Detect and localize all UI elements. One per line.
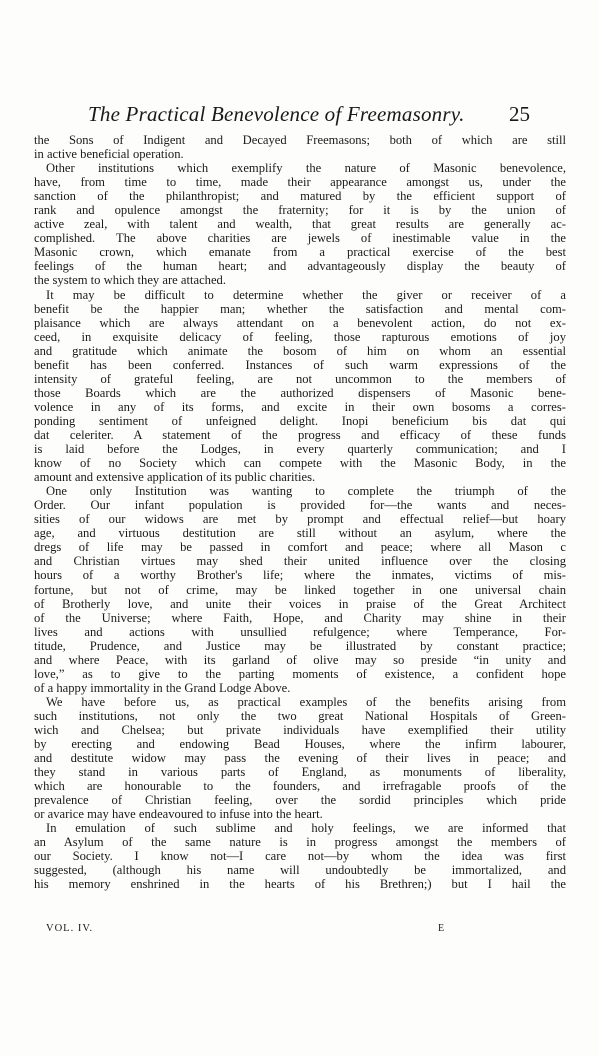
- text-line: have, from time to time, made their appearance amongst us, under the: [34, 175, 566, 190]
- text-line: know of no Society which can compete with the Masonic Body, in the: [34, 456, 566, 471]
- text-line: the Sons of Indigent and Decayed Freemasons; both of which are still: [34, 133, 566, 147]
- text-line: hours of a worthy Brother's life; where the inmates, victims of mis-: [34, 568, 566, 583]
- text-line: One only Institution was wanting to complete the triumph of the: [46, 484, 566, 499]
- text-line: fortune, but not of crime, may be linked together in one universal chain: [34, 582, 566, 597]
- body-text: [34, 133, 566, 892]
- text-line: is laid before the Lodges, in every quarterly communication; and I: [34, 442, 566, 457]
- text-line: age, and virtuous destitution are still without an asylum, where the: [34, 526, 566, 541]
- text-line: lives and actions with unsullied refulgence; where Temperance, For-: [34, 624, 566, 639]
- text-line: and destitute widow may pass the evening of their lives in peace; and: [34, 751, 566, 766]
- text-line: volence in any of its forms, and excite in their own bosoms a corres-: [34, 399, 566, 414]
- text-line: dregs of life may be passed in comfort and peace; where all Mason c: [34, 540, 566, 555]
- text-line: love,” as to give to the parting moments of existence, a confident hope: [34, 666, 566, 681]
- text-line: Other institutions which exemplify the nature of Masonic benevolence,: [46, 161, 566, 176]
- text-line: feelings of the human heart; and advantageously display the beauty of: [34, 259, 566, 274]
- text-line: his memory enshrined in the hearts of his Brethren;) but I hail the: [34, 877, 566, 892]
- page-number: 25: [509, 102, 530, 126]
- text-line: ceed, in exquisite delicacy of feeling, those rapturous emotions of joy: [34, 329, 566, 344]
- text-line: Masonic crown, which emanate from a practical exercise of the best: [34, 245, 566, 260]
- text-line: titude, Prudence, and Justice may be illustrated by constant practice;: [34, 638, 566, 653]
- text-line: ponding sentiment of unfeigned delight. Inopi beneficium bis dat qui: [34, 413, 566, 428]
- text-line: intensity of grateful feeling, are not uncommon to the members of: [34, 371, 566, 386]
- text-line: such institutions, not only the two great National Hospitals of Green-: [34, 708, 566, 723]
- text-line: an Asylum of the same nature is in progress amongst the members of: [34, 835, 566, 850]
- text-line: We have before us, as practical examples of the benefits arising from: [46, 694, 566, 709]
- text-line: complished. The above charities are jewels of inestimable value in the: [34, 231, 566, 246]
- text-line: amount and extensive application of its public charities.: [34, 470, 316, 485]
- text-line: Order. Our infant population is provided for—the wants and neces-: [34, 498, 566, 513]
- text-line: suggested, (although his name will undoubtedly be immortalized, and: [34, 863, 566, 878]
- text-line: by erecting and endowing Bead Houses, where the infirm labourer,: [34, 737, 566, 752]
- text-line: rank and opulence amongst the fraternity; for it is by the union of: [34, 203, 566, 218]
- text-line: the system to which they are attached.: [34, 273, 226, 288]
- text-line: and Christian virtues may shed their united influence over the closing: [34, 554, 566, 569]
- text-line: sities of our widows are met by prompt and effectual relief—but hoary: [34, 512, 566, 527]
- text-line: active zeal, with talent and wealth, that great results are generally ac-: [34, 217, 566, 232]
- text-line: prevalence of Christian feeling, over the sordid principles which pride: [34, 793, 566, 808]
- text-line: of a happy immortality in the Grand Lodge Above.: [34, 680, 291, 695]
- text-line: and where Peace, with its garland of olive may so preside “in unity and: [34, 652, 566, 667]
- text-line: sanction of the philanthropist; and matured by the efficient support of: [34, 189, 566, 204]
- page-footer: [46, 923, 446, 939]
- text-line: wich and Chelsea; but private individuals have exemplified their utility: [34, 722, 566, 737]
- text-line: benefit has been conferred. Instances of such warm expressions of the: [34, 357, 566, 372]
- text-line: which are honourable to the founders, and irrefragable proofs of the: [34, 779, 566, 794]
- text-line: plaisance which are always attendant on a benevolent action, do not ex-: [34, 315, 566, 330]
- signature-mark: E: [438, 923, 445, 934]
- text-line: in active beneficial operation.: [34, 147, 184, 162]
- text-line: our Society. I know not—I care not—by whom the idea was first: [34, 849, 566, 864]
- text-line: of Brotherly love, and unite their voices in praise of the Great Architect: [34, 596, 566, 611]
- text-line: those Boards which are the authorized dispensers of Masonic bene-: [34, 385, 566, 400]
- volume-signature: VOL. IV.: [46, 923, 94, 934]
- text-line: and gratitude which animate the bosom of him on whom an essential: [34, 343, 566, 358]
- running-head: [88, 102, 528, 130]
- text-line: In emulation of such sublime and holy feelings, we are informed that: [46, 821, 566, 836]
- running-title: The Practical Benevolence of Freemasonry.: [88, 102, 465, 126]
- text-line: they stand in various parts of England, as monuments of liberality,: [34, 765, 566, 780]
- text-line: benefit be the happier man; whether the satisfaction and mental com-: [34, 301, 566, 316]
- text-line: dat celeriter. A statement of the progress and efficacy of these funds: [34, 427, 566, 442]
- text-line: It may be difficult to determine whether the giver or receiver of a: [46, 287, 566, 302]
- text-line: or avarice may have endeavoured to infuse into the heart.: [34, 807, 323, 822]
- text-line: of the Universe; where Faith, Hope, and Charity may shine in their: [34, 610, 566, 625]
